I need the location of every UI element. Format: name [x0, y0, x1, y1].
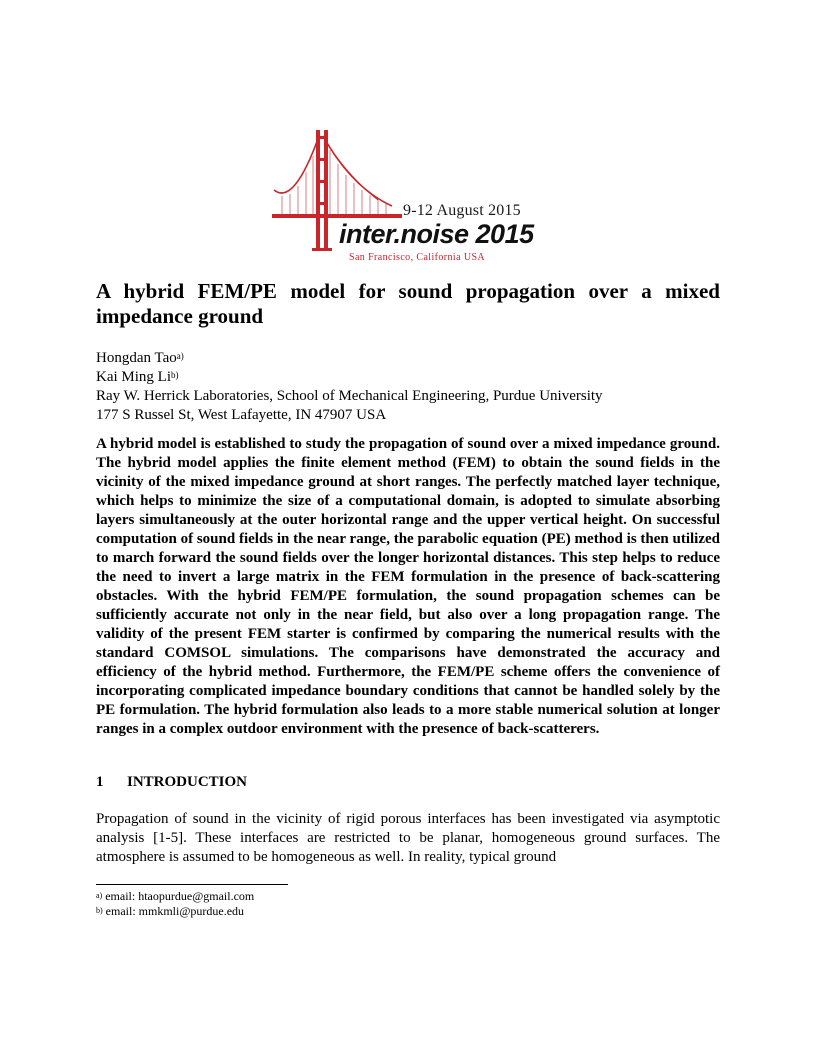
- footnotes: [96, 889, 254, 919]
- author-mark: a): [176, 351, 184, 361]
- footnote: [96, 904, 254, 919]
- intro-paragraph: Propagation of sound in the vicinity of rigid porous interfaces has been investigated via asymptotic analysis [1-5]. These interfaces are restricted to be planar, homogeneous ground surfaces. The atmosphere is assumed to be homogeneous as well. In reality, typical ground: [96, 811, 720, 865]
- conference-logo: [272, 128, 548, 268]
- footnote-text: email: mmkmli@purdue.edu: [105, 904, 245, 918]
- author-name: Kai Ming Li: [96, 369, 171, 385]
- conference-location: San Francisco, California USA: [349, 252, 486, 263]
- affiliation: Ray W. Herrick Laboratories, School of Mechanical Engineering, Purdue University: [96, 388, 603, 404]
- footnote-mark: b): [96, 906, 103, 915]
- conference-date: 9-12 August 2015: [403, 202, 521, 219]
- footnote: [96, 889, 254, 904]
- author-line: [96, 349, 603, 368]
- section-number: 1: [96, 774, 104, 790]
- author-line: [96, 368, 603, 387]
- paper-title: A hybrid FEM/PE model for sound propagation over a mixed impedance ground: [96, 279, 720, 328]
- section-heading: [96, 774, 247, 791]
- author-name: Hongdan Tao: [96, 350, 177, 366]
- conference-brand: inter.noise 2015: [339, 219, 534, 249]
- footnote-mark: a): [96, 891, 103, 900]
- author-mark: b): [171, 370, 179, 380]
- footnote-rule: [96, 884, 288, 885]
- author-block: [96, 349, 603, 425]
- address: 177 S Russel St, West Lafayette, IN 47907 USA: [96, 407, 387, 423]
- abstract: A hybrid model is established to study the propagation of sound over a mixed impedance ground. The hybrid model applies the finite element method (FEM) to obtain the sound fields in the vicinity of the mixed impedance ground at short ranges. The perfectly matched layer technique, which helps to minimize the size of a computational domain, is adopted to simulate absorbing layers simultaneously at the outer horizontal range and the upper vertical height. On successful computation of sound fields in the near range, the parabolic equation (PE) method is then utilized to march forward the sound fields over the longer horizontal distances. This step helps to reduce the need to invert a large matrix in the FEM formulation in the presence of back-scattering obstacles. With the hybrid FEM/PE formulation, the sound propagation schemes can be sufficiently accurate not only in the near field, but also over a long propagation range. The validity of the present FEM starter is confirmed by comparing the numerical results with the standard COMSOL simulations. The comparisons have demonstrated the accuracy and efficiency of the hybrid method. Furthermore, the FEM/PE scheme offers the convenience of incorporating complicated impedance boundary conditions that cannot be handled solely by the PE formulation. The hybrid formulation also leads to a more stable numerical solution at longer ranges in a complex outdoor environment with the presence of back-scatterers.: [96, 436, 720, 737]
- footnote-text: email: htaopurdue@gmail.com: [105, 889, 255, 903]
- section-title: INTRODUCTION: [127, 774, 248, 790]
